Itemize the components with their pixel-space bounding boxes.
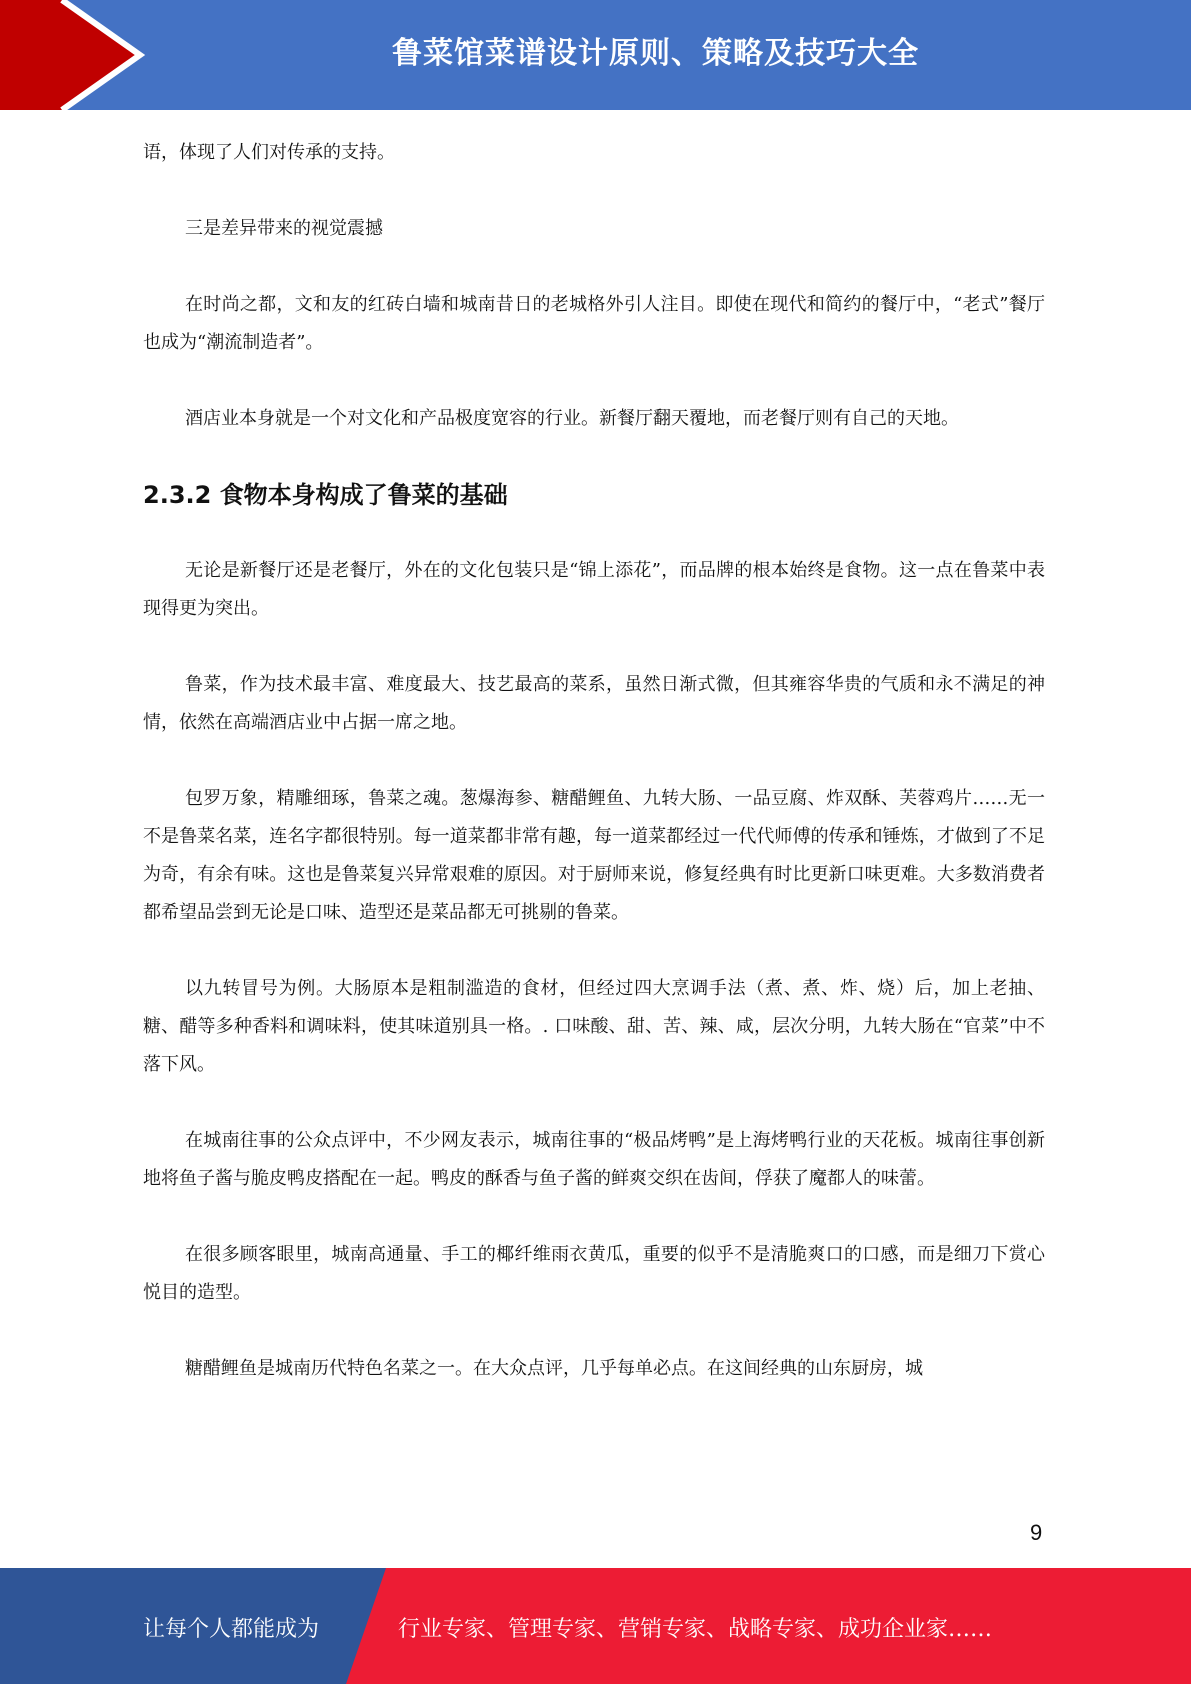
document-title: 鲁菜馆菜谱设计原则、策略及技巧大全 (392, 36, 919, 71)
footer-slogan-right: 行业专家、管理专家、营销专家、战略专家、成功企业家…… (398, 1617, 993, 1642)
paragraph: 语，体现了人们对传承的支持。 (143, 142, 395, 163)
document-body (143, 134, 1045, 1426)
paragraph: 在很多顾客眼里，城南高通量、手工的椰纤维雨衣黄瓜，重要的似乎不是清脆爽口的口感，而是细刀下赏心悦目的造型。 (143, 1244, 1045, 1303)
page-header (0, 0, 1191, 110)
paragraph: 酒店业本身就是一个对文化和产品极度宽容的行业。新餐厅翻天覆地，而老餐厅则有自己的天地。 (185, 408, 959, 429)
page-number: 9 (1030, 1520, 1043, 1545)
section-heading: 2.3.2 食物本身构成了鲁菜的基础 (143, 481, 508, 509)
paragraph: 以九转冒号为例。大肠原本是粗制滥造的食材，但经过四大烹调手法（煮、煮、炸、烧）后，加上老抽、糖、醋等多种香料和调味料，使其味道别具一格。. 口味酸、甜、苦、辣、咸，层次分明，九转大肠在“官菜”中不落下风。 (143, 978, 1045, 1075)
page-footer (0, 1568, 1191, 1684)
paragraph: 无论是新餐厅还是老餐厅，外在的文化包装只是“锦上添花”，而品牌的根本始终是食物。这一点在鲁菜中表现得更为突出。 (143, 560, 1045, 619)
paragraph: 鲁菜，作为技术最丰富、难度最大、技艺最高的菜系，虽然日渐式微，但其雍容华贵的气质和永不满足的神情，依然在高端酒店业中占据一席之地。 (143, 674, 1045, 733)
footer-slogan-left: 让每个人都能成为 (143, 1617, 320, 1642)
paragraph: 糖醋鲤鱼是城南历代特色名菜之一。在大众点评，几乎每单必点。在这间经典的山东厨房，城 (185, 1358, 923, 1379)
paragraph: 包罗万象，精雕细琢，鲁菜之魂。葱爆海参、糖醋鲤鱼、九转大肠、一品豆腐、炸双酥、芙蓉鸡片……无一不是鲁菜名菜，连名字都很特别。每一道菜都非常有趣，每一道菜都经过一代代师傅的传承和锤炼，才做到了不足为奇，有余有味。这也是鲁菜复兴异常艰难的原因。对于厨师来说，修复经典有时比更新口味更难。大多数消费者都希望品尝到无论是口味、造型还是菜品都无可挑剔的鲁菜。 (143, 788, 1045, 923)
paragraph: 三是差异带来的视觉震撼 (185, 218, 383, 239)
paragraph: 在时尚之都，文和友的红砖白墙和城南昔日的老城格外引人注目。即使在现代和简约的餐厅中，“老式”餐厅也成为“潮流制造者”。 (143, 294, 1045, 353)
paragraph: 在城南往事的公众点评中，不少网友表示，城南往事的“极品烤鸭”是上海烤鸭行业的天花板。城南往事创新地将鱼子酱与脆皮鸭皮搭配在一起。鸭皮的酥香与鱼子酱的鲜爽交织在齿间，俘获了魔都人的味蕾。 (143, 1130, 1045, 1189)
